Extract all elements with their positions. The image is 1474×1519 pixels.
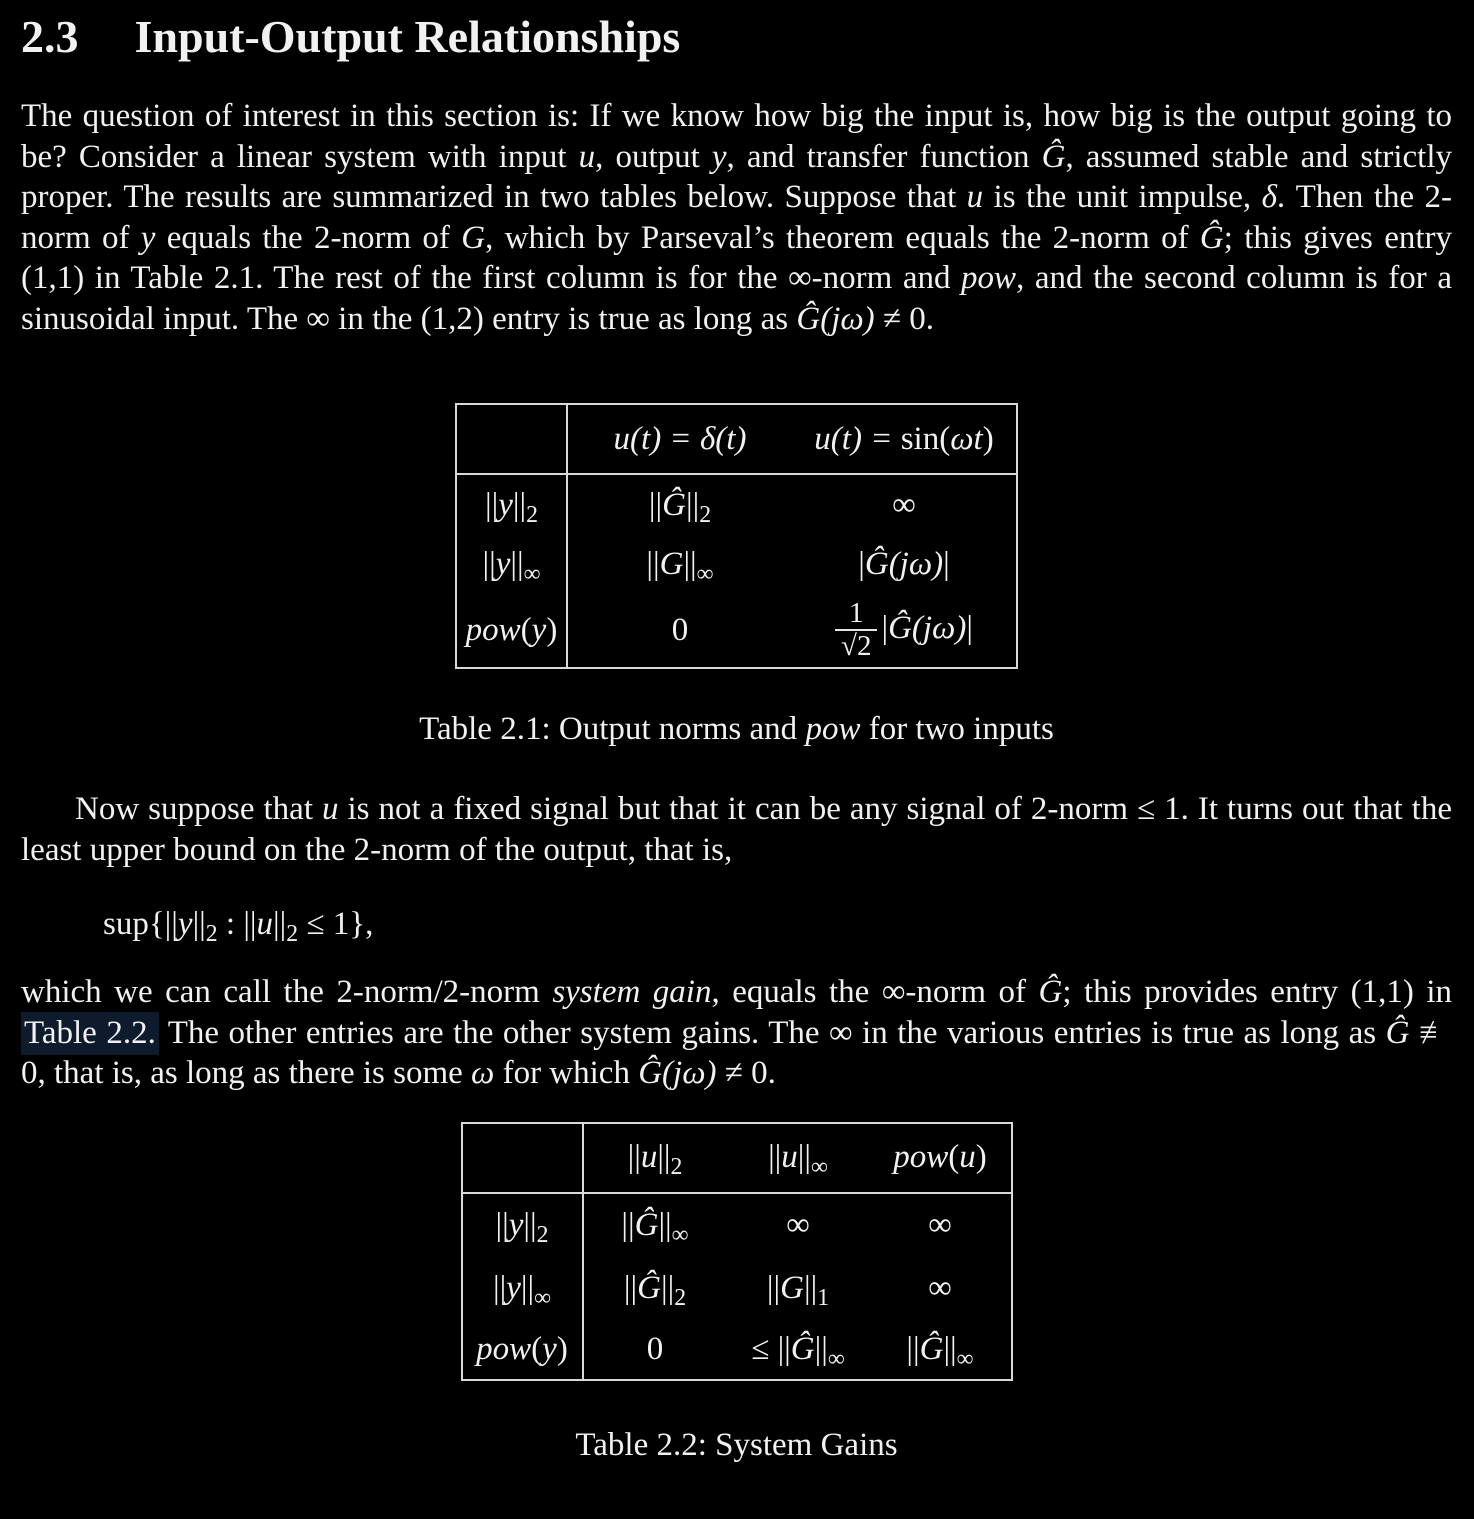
t1-row2-cell1: $||G||_\infty$ [646, 545, 714, 587]
t2-row1-cell3: ∞ [928, 1206, 952, 1243]
t2-row1-label: $||y||_2$ [463, 1194, 584, 1257]
t2-header-uinf: $||u||_\infty$ [727, 1124, 870, 1194]
crossref-link-table-2-2[interactable]: Table 2.2. [21, 1012, 159, 1055]
t1-corner-cell [457, 405, 568, 475]
t2-row3-cell2: ≤ $||Ĝ||_\infty$ [751, 1330, 845, 1372]
t1-header-sinusoid: u(t) = sin(ωt) [792, 405, 1016, 475]
table-2-2 [461, 1122, 1013, 1381]
t2-row2-cell3: ∞ [928, 1269, 952, 1306]
paragraph-3: which we can call the 2-norm/2-norm system gain, equals the ∞-norm of Ĝ; this provides entry (1,1) in Table 2.2. The other entries are the other system gains. The ∞ in the various entries is true as long as Ĝ ≢ 0, that is, as long as there is some ω for which Ĝ(jω) ≠ 0. [21, 974, 1453, 1091]
t2-row3-cell1: 0 [646, 1330, 664, 1367]
t2-row2-label: $||y||_\infty$ [463, 1257, 584, 1320]
t2-row3-label: pow(y) [463, 1320, 584, 1379]
t2-header-powu: pow(u) [870, 1124, 1011, 1194]
section-title: Input-Output Relationships [134, 11, 681, 62]
display-equation: $sup\{||y||_2$ : $||u||_2 \le 1$}, [103, 906, 374, 948]
t1-row2-label: $||y||_\infty$ [457, 535, 568, 593]
t1-row1-label: $||y||_2$ [457, 475, 568, 535]
t1-row1-cell1: $||Ĝ||_2$ [648, 486, 712, 528]
t2-row1-cell1: $||Ĝ||_\infty$ [621, 1206, 689, 1248]
table-2-2-caption: Table 2.2: System Gains [575, 1426, 898, 1463]
paragraph-2: Now suppose that u is not a fixed signal but that it can be any signal of 2-norm ≤ 1. It turns out that the least upper bound on the 2-norm of the output, that is, [21, 791, 1452, 868]
paragraph-1: The question of interest in this section is: If we know how big the input is, how big is the output going to be? Consider a linear system with input u, output y, and transfer function Ĝ, assumed stable and strictly proper. The results are summarized in two tables below. Suppose that u is the unit impulse, δ. Then the 2-norm of y equals the 2-norm of G, which by Parseval’s theorem equals the 2-norm of Ĝ; this gives entry (1,1) in Table 2.1. The rest of the first column is for the ∞-norm and pow, and the second column is for a sinusoidal input. The ∞ in the (1,2) entry is true as long as Ĝ(jω) ≠ 0. [21, 98, 1453, 337]
table-2-1-caption: Table 2.1: Output norms and pow for two inputs [419, 711, 1054, 747]
t2-corner-cell [463, 1124, 584, 1194]
table-2-1 [455, 403, 1018, 669]
t1-row3-cell1: 0 [671, 611, 689, 648]
table-2-1-wrap [21, 403, 1452, 669]
t2-row2-cell1: $||Ĝ||_2$ [623, 1269, 687, 1311]
t1-row3-cell2: $\frac{1}{√2}$ |Ĝ(jω)| [792, 593, 1016, 667]
fraction: $\frac{1}{√2}$ [835, 598, 877, 663]
t2-row3-cell3: $||Ĝ||_\infty$ [906, 1330, 974, 1372]
section-number: 2.3 [21, 11, 79, 62]
t2-row1-cell2: ∞ [786, 1206, 810, 1243]
section-heading [21, 12, 1452, 62]
t1-header-impulse: u(t) = δ(t) [568, 405, 792, 475]
t2-row2-cell2: $||G||_1$ [766, 1269, 830, 1311]
t1-row3-label: pow(y) [457, 593, 568, 667]
t1-row2-cell2: |Ĝ(jω)| [858, 545, 950, 582]
t1-row1-cell2: ∞ [892, 486, 916, 523]
table-2-2-wrap [21, 1122, 1452, 1381]
t2-header-u2: $||u||_2$ [584, 1124, 727, 1194]
